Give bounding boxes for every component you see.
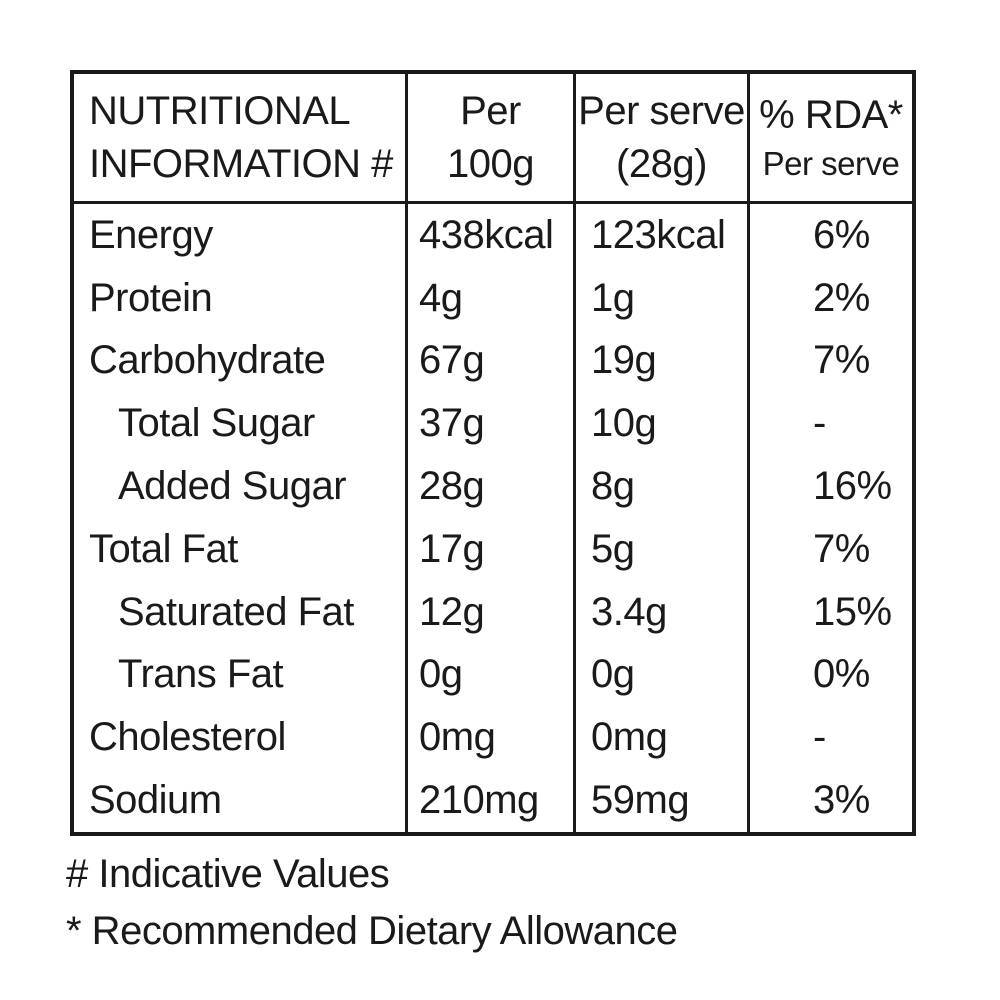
cholesterol-rda: - [747,706,912,769]
protein-label: Protein [89,275,213,320]
protein-per-100g: 4g [405,267,573,330]
saturated-fat-per-100g: 12g [405,581,573,644]
sodium-label: Sodium [89,778,222,823]
cholesterol-per-100g: 0mg [405,706,573,769]
energy-rda: 6% [747,204,912,267]
added-sugar-per-serve: 8g [573,455,747,518]
cholesterol-per-serve: 0mg [573,706,747,769]
trans-fat-per-serve: 0g [573,644,747,707]
total-sugar-rda: - [747,392,912,455]
header-col1-line2: INFORMATION # [89,141,393,186]
carbohydrate-rda: 7% [747,330,912,393]
protein-per-serve: 1g [573,267,747,330]
header-col2-line2: 100g [447,141,534,186]
carbohydrate-per-100g: 67g [405,330,573,393]
header-col3-line1: Per serve [578,88,745,133]
total-fat-label: Total Fat [89,526,238,571]
header-per-100g [405,74,573,204]
saturated-fat-rda: 15% [747,581,912,644]
total-sugar-label: Total Sugar [118,401,315,446]
header-per-serve [573,74,747,204]
sodium-per-100g: 210mg [405,769,573,832]
saturated-fat-per-serve: 3.4g [573,581,747,644]
trans-fat-label: Trans Fat [118,652,284,697]
header-rda [747,74,912,204]
sodium-per-serve: 59mg [573,769,747,832]
header-nutritional-information [74,74,405,204]
total-fat-per-100g: 17g [405,518,573,581]
energy-per-100g: 438kcal [405,204,573,267]
footnote-indicative-values: # Indicative Values [66,852,390,896]
trans-fat-rda: 0% [747,644,912,707]
added-sugar-label: Added Sugar [118,464,347,509]
nutrition-table [70,70,916,836]
total-sugar-per-serve: 10g [573,392,747,455]
energy-per-serve: 123kcal [573,204,747,267]
footnotes [66,846,677,960]
carbohydrate-label: Carbohydrate [89,338,326,383]
cholesterol-label: Cholesterol [89,715,286,760]
added-sugar-per-100g: 28g [405,455,573,518]
total-fat-per-serve: 5g [573,518,747,581]
saturated-fat-label: Saturated Fat [118,589,354,634]
added-sugar-rda: 16% [747,455,912,518]
header-col4-line1: % RDA* [759,93,903,137]
protein-rda: 2% [747,267,912,330]
total-fat-rda: 7% [747,518,912,581]
header-col3-line2: (28g) [616,141,707,186]
header-col2-line1: Per [460,88,521,133]
sodium-rda: 3% [747,769,912,832]
header-col1-line1: NUTRITIONAL [89,88,351,133]
total-sugar-per-100g: 37g [405,392,573,455]
carbohydrate-per-serve: 19g [573,330,747,393]
trans-fat-per-100g: 0g [405,644,573,707]
header-col4-line2: Per serve [762,145,900,182]
footnote-rda-definition: * Recommended Dietary Allowance [66,909,678,953]
energy-label: Energy [89,212,213,257]
